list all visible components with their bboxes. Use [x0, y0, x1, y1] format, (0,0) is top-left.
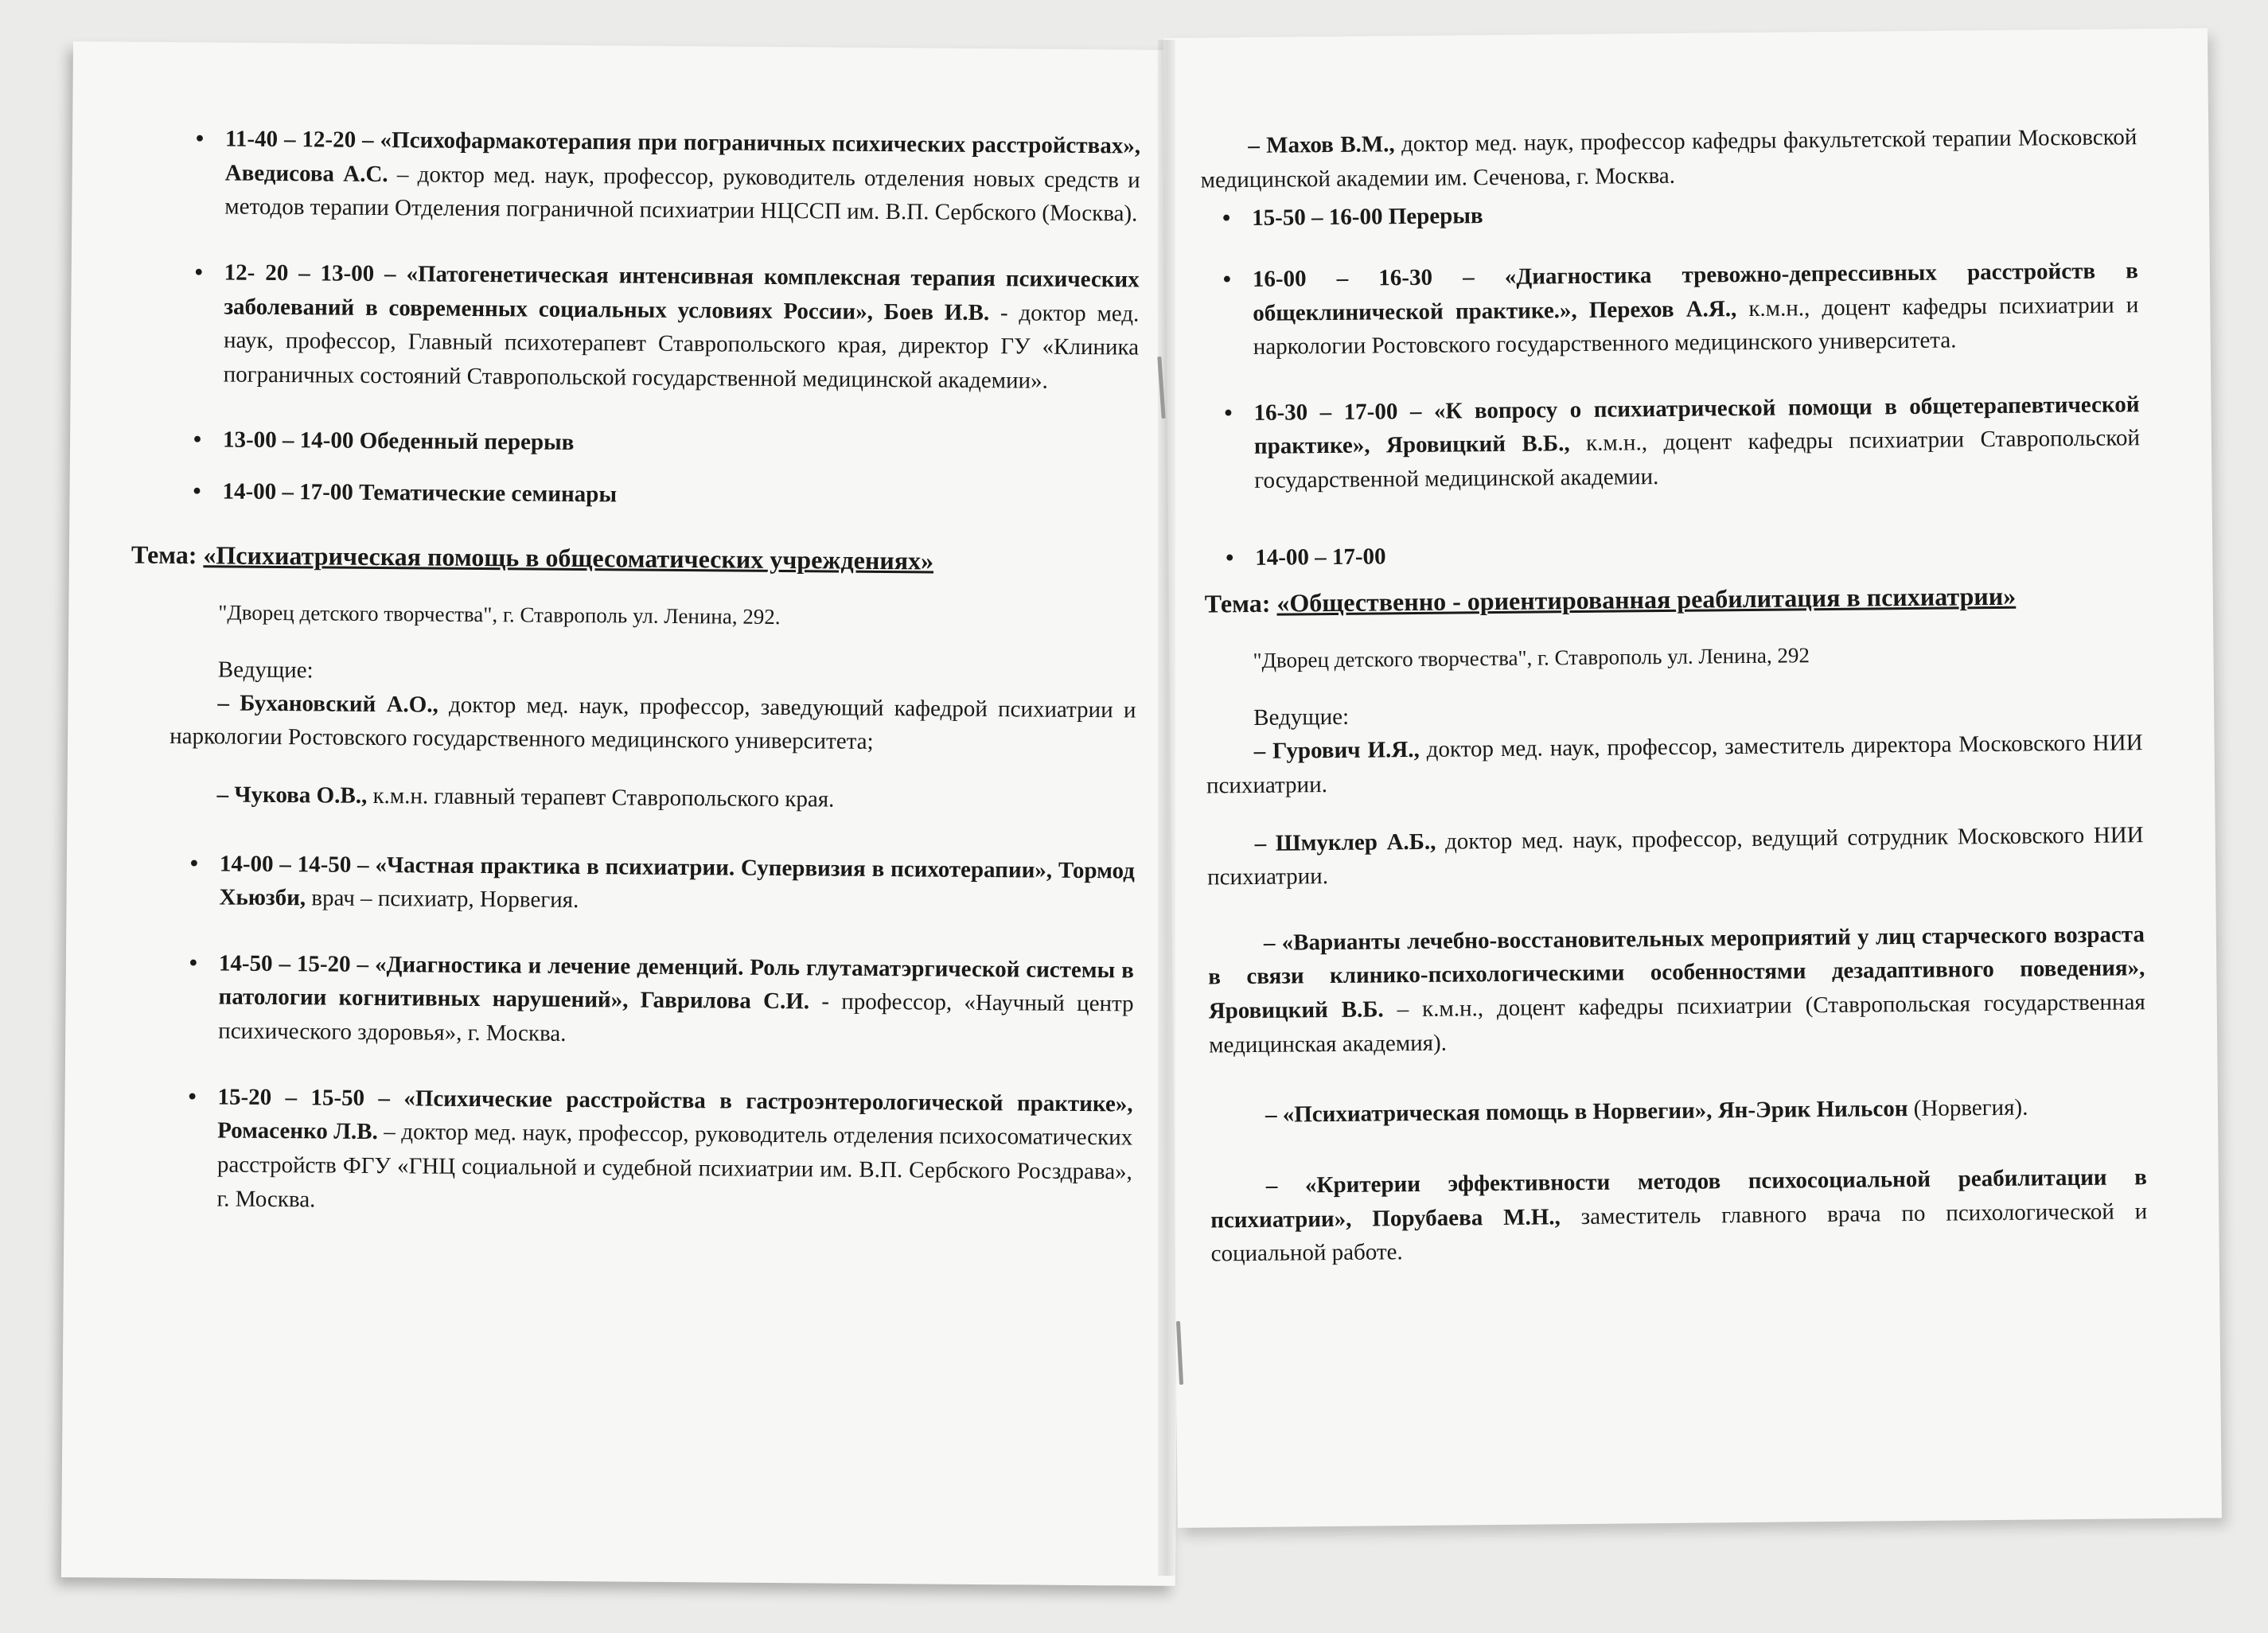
- item-time: 14-50 – 15-20 –: [218, 950, 369, 977]
- item-description: к.м.н., доцент кафедры психиатрии Ставропольской государственной медицинской академии.: [1254, 425, 2141, 493]
- report-title: – «Варианты лечебно-восстановительных мероприятий у лиц старческого возраста в связи клинико-психологическими особенностями дезадаптивного поведения»,: [1208, 921, 2145, 990]
- item-time: 16-00 – 16-30 –: [1252, 264, 1475, 292]
- host-description: к.м.н. главный терапевт Ставропольского края.: [372, 782, 835, 813]
- item-description: – доктор мед. наук, профессор, руководитель отделения новых средств и методов терапии Отделения пограничной психиатрии НЦССП им. В.П. Сербского (Москва).: [224, 161, 1140, 227]
- item-time: 15-20 – 15-50 –: [217, 1084, 391, 1111]
- item-time: 11-40 – 12-20 –: [224, 126, 374, 153]
- seminar-theme: [1205, 580, 2141, 618]
- report-description: заместитель главного врача по психологической и социальной работе.: [1210, 1198, 2148, 1267]
- host-entry: [1206, 726, 2143, 803]
- host-name: – Гурович И.Я.,: [1253, 737, 1420, 765]
- schedule-item: [1202, 388, 2140, 498]
- bullet: •: [193, 427, 202, 453]
- item-description: – доктор мед. наук, профессор, руководитель отделения психосоматических расстройств ФГУ «ГНЦ социальной и судебной психиатрии им. В.П. Сербского Росздрава», г. Москва.: [216, 1119, 1133, 1212]
- report-speaker: Порубаева М.Н.,: [1372, 1203, 1561, 1232]
- item-speaker: Аведисова А.С.: [224, 160, 388, 187]
- theme-title: «Психиатрическая помощь в общесоматических учреждениях»: [203, 540, 934, 575]
- bullet: •: [188, 1083, 197, 1109]
- item-speaker: Перехов А.Я.,: [1588, 295, 1737, 323]
- item-time: 14-00 – 17-00: [222, 478, 354, 505]
- item-title: «Частная практика в психиатрии. Супервизия в психотерапии»,: [375, 852, 1053, 883]
- item-title: «Психофармакотерапия при пограничных психических расстройствах»,: [380, 127, 1141, 159]
- item-time: 14-00 – 14-50 –: [219, 850, 369, 878]
- booklet-fold: [1158, 40, 1175, 1576]
- report-entry: [1210, 1089, 2146, 1132]
- report-title: – «Критерии эффективности методов психосоциальной реабилитации в психиатрии»,: [1210, 1164, 2147, 1233]
- bullet: •: [189, 949, 198, 976]
- bullet: •: [1224, 399, 1233, 427]
- item-speaker: Ромасенко Л.В.: [217, 1117, 378, 1145]
- bullet: •: [1226, 544, 1234, 571]
- item-description: врач – психиатр, Норвегия.: [311, 885, 579, 914]
- item-title: «К вопросу о психиатрической помощи в общетерапевтической практике»,: [1253, 391, 2140, 460]
- schedule-item: [1202, 254, 2139, 364]
- theme-title: «Общественно - ориентированная реабилитация в психиатрии»: [1276, 582, 2017, 618]
- bullet: •: [1222, 267, 1232, 293]
- schedule-item: [166, 1080, 1132, 1223]
- bullet: •: [194, 259, 203, 286]
- item-description: к.м.н., доцент кафедры психиатрии и наркологии Ростовского государственного медицинского университета.: [1253, 291, 2139, 361]
- host-description: доктор мед. наук, профессор, ведущий сотрудник Московского НИИ психиатрии.: [1206, 821, 2144, 891]
- item-time: 15-50 – 16-00: [1252, 204, 1383, 232]
- host-name: – Бухановский А.О.,: [217, 690, 438, 718]
- report-entry: [1210, 1160, 2148, 1271]
- item-title: Перерыв: [1388, 203, 1483, 230]
- item-speaker: Тормод Хьюзби,: [219, 857, 1135, 911]
- item-title: Тематические семинары: [359, 479, 618, 508]
- report-title: – «Психиатрическая помощь в Норвегии»,: [1265, 1097, 1713, 1128]
- host-entry: [1200, 120, 2137, 197]
- schedule-item: [1204, 532, 2141, 575]
- schedule-item: [172, 423, 1138, 464]
- item-description: - доктор мед. наук, профессор, Главный психотерапевт Ставропольского края, директор ГУ «Клиника пограничных состояний Ставропольской государственной медицинской академии».: [223, 299, 1140, 394]
- schedule-item: [1201, 193, 2137, 236]
- item-title: «Диагностика и лечение деменций. Роль глутаматэргической системы в патологии когнитивных нарушений»,: [218, 951, 1134, 1013]
- theme-label: Тема:: [131, 540, 197, 569]
- item-speaker: Боев И.В.: [883, 298, 990, 325]
- host-entry: [169, 778, 1135, 819]
- item-time: 12- 20 – 13-00 –: [224, 259, 396, 287]
- report-entry: [1208, 918, 2146, 1062]
- left-page: [61, 41, 1187, 1586]
- host-name: – Махов В.М.,: [1248, 131, 1395, 158]
- bullet: •: [193, 478, 201, 505]
- right-page: [1163, 28, 2222, 1528]
- hosts-label: Ведущие:: [217, 657, 314, 684]
- item-speaker: Гаврилова С.И.: [640, 988, 810, 1015]
- venue: "Дворец детского творчества", г. Ставрополь ул. Ленина, 292: [1253, 643, 1810, 673]
- item-time: 13-00 – 14-00: [222, 427, 354, 454]
- host-description: доктор мед. наук, профессор, заведующий кафедрой психиатрии и наркологии Ростовского государственного медицинского университета;: [170, 692, 1136, 755]
- schedule-item: [173, 122, 1140, 231]
- bullet: •: [189, 850, 199, 876]
- schedule-item: [167, 946, 1134, 1055]
- host-entry: [1207, 818, 2145, 895]
- bullet: •: [1222, 205, 1231, 232]
- host-description: доктор мед. наук, профессор кафедры факультетской терапии Московской медицинской академии им. Сеченова, г. Москва.: [1200, 124, 2137, 193]
- host-name: – Чукова О.В.,: [216, 781, 368, 809]
- report-description: – к.м.н., доцент кафедры психиатрии (Ставропольская государственная медицинская академия).: [1208, 989, 2145, 1058]
- report-speaker: Яровицкий В.Б.: [1208, 996, 1384, 1024]
- theme-label: Тема:: [1204, 588, 1271, 618]
- report-speaker: Ян-Эрик Нильсон: [1717, 1096, 1908, 1124]
- seminar-theme: [131, 540, 1137, 577]
- item-title: «Патогенетическая интенсивная комплексная терапия психических заболеваний в современных социальных условиях России»,: [224, 261, 1140, 325]
- report-description: (Норвегия).: [1913, 1094, 2028, 1122]
- item-time: 14-00 – 17-00: [1255, 543, 1386, 571]
- item-speaker: Яровицкий В.Б.,: [1385, 431, 1570, 458]
- item-description: - профессор, «Научный центр психического здоровья», г. Москва.: [218, 988, 1134, 1046]
- item-title: Обеденный перерыв: [359, 428, 575, 456]
- schedule-item: [171, 474, 1137, 516]
- host-entry: [170, 686, 1136, 762]
- schedule-item: [168, 846, 1135, 922]
- venue: "Дворец детского творчества", г. Ставрополь ул. Ленина, 292.: [218, 600, 781, 629]
- bullet: •: [195, 126, 205, 152]
- schedule-item: [173, 255, 1140, 399]
- hosts-label: Ведущие:: [1253, 704, 1350, 731]
- host-name: – Шмуклер А.Б.,: [1254, 828, 1436, 856]
- item-title: «Психические расстройства в гастроэнтерологической практике»,: [403, 1085, 1133, 1117]
- item-time: 16-30 – 17-00 –: [1253, 398, 1422, 426]
- item-title: «Диагностика тревожно-депрессивных расстройств в общеклинической практике.»,: [1253, 258, 2139, 326]
- host-description: доктор мед. наук, профессор, заместитель директора Московского НИИ психиатрии.: [1206, 730, 2143, 799]
